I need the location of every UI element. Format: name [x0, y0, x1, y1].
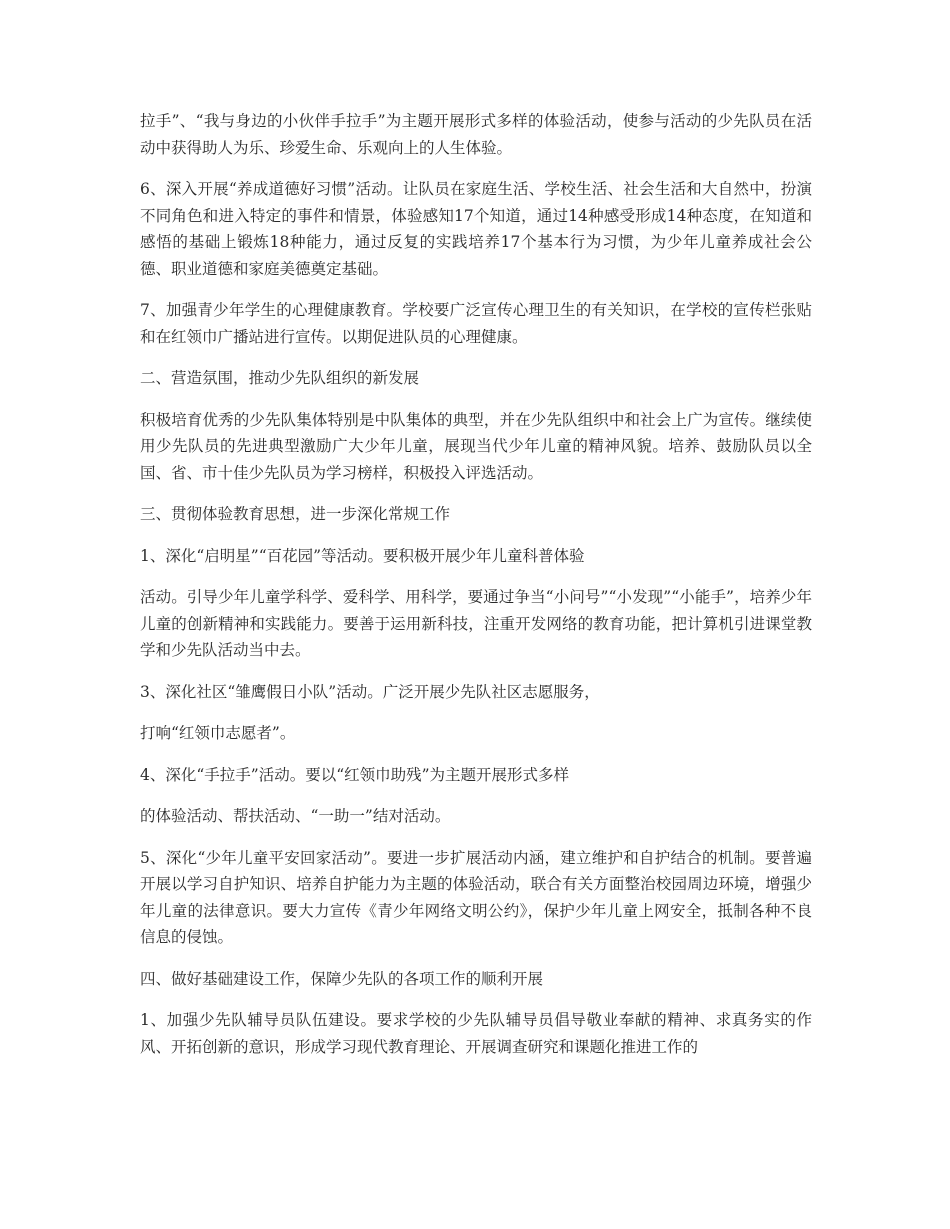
paragraph-section-4-item-1: 1、加强少先队辅导员队伍建设。要求学校的少先队辅导员倡导敬业奉献的精神、求真务实的作风、开拓创新的意识，形成学习现代教育理论、开展调查研究和课题化推进工作的: [140, 1011, 812, 1056]
paragraph-item-7: 7、加强青少年学生的心理健康教育。学校要广泛宣传心理卫生的有关知识，在学校的宣传栏张贴和在红领巾广播站进行宣传。以期促进队员的心理健康。: [140, 301, 812, 346]
section-heading-3: 三、贯彻体验教育思想，进一步深化常规工作: [140, 505, 451, 523]
paragraph-item-1-continued: 活动。引导少年儿童学科学、爱科学、用科学，要通过争当“小问号”“小发现”“小能手”，培养少年儿童的创新精神和实践能力。要善于运用新科技，注重开发网络的教育功能，把计算机引进课堂教学和少先队活动当中去。: [140, 588, 812, 659]
paragraph-item-1: 1、深化“启明星”“百花园”等活动。要积极开展少年儿童科普体验: [140, 546, 585, 565]
paragraph-item-4-continued: 的体验活动、帮扶活动、“一助一”结对活动。: [140, 807, 451, 825]
paragraph-item-6: 6、深入开展“养成道德好习惯”活动。让队员在家庭生活、学校生活、社会生活和大自然中，扮演不同角色和进入特定的事件和情景，体验感知17个知道，通过14种感受形成14种态度，在知道和感悟的基础上锻炼18种能力，通过反复的实践培养17个基本行为习惯，为少年儿童养成社会公德、职业道德和家庭美德奠定基础。: [140, 180, 812, 278]
paragraph-continuation: 拉手”、“我与身边的小伙伴手拉手”为主题开展形式多样的体验活动，使参与活动的少先队员在活动中获得助人为乐、珍爱生命、乐观向上的人生体验。: [140, 112, 812, 157]
paragraph-item-5: 5、深化“少年儿童平安回家活动”。要进一步扩展活动内涵，建立维护和自护结合的机制。要普遍开展以学习自护知识、培养自护能力为主题的体验活动，联合有关方面整治校园周边环境，增强少年儿童的法律意识。要大力宣传《青少年网络文明公约》，保护少年儿童上网安全，抵制各种不良信息的侵蚀。: [140, 848, 812, 946]
paragraph-item-3-continued: 打响“红领巾志愿者”。: [140, 724, 296, 742]
paragraph-item-4: 4、深化“手拉手”活动。要以“红领巾助残”为主题开展形式多样: [140, 765, 570, 784]
section-heading-4: 四、做好基础建设工作，保障少先队的各项工作的顺利开展: [140, 969, 544, 988]
paragraph-section-2-body: 积极培育优秀的少先队集体特别是中队集体的典型，并在少先队组织中和社会上广为宣传。继续使用少先队员的先进典型激励广大少年儿童，展现当代少年儿童的精神风貌。培养、鼓励队员以全国、省、市十佳少先队员为学习榜样，积极投入评选活动。: [140, 410, 812, 482]
paragraph-item-3: 3、深化社区“雏鹰假日小队”活动。广泛开展少先队社区志愿服务，: [140, 682, 600, 701]
section-heading-2: 二、营造氛围，推动少先队组织的新发展: [140, 369, 420, 387]
document-body: [140, 108, 812, 1075]
